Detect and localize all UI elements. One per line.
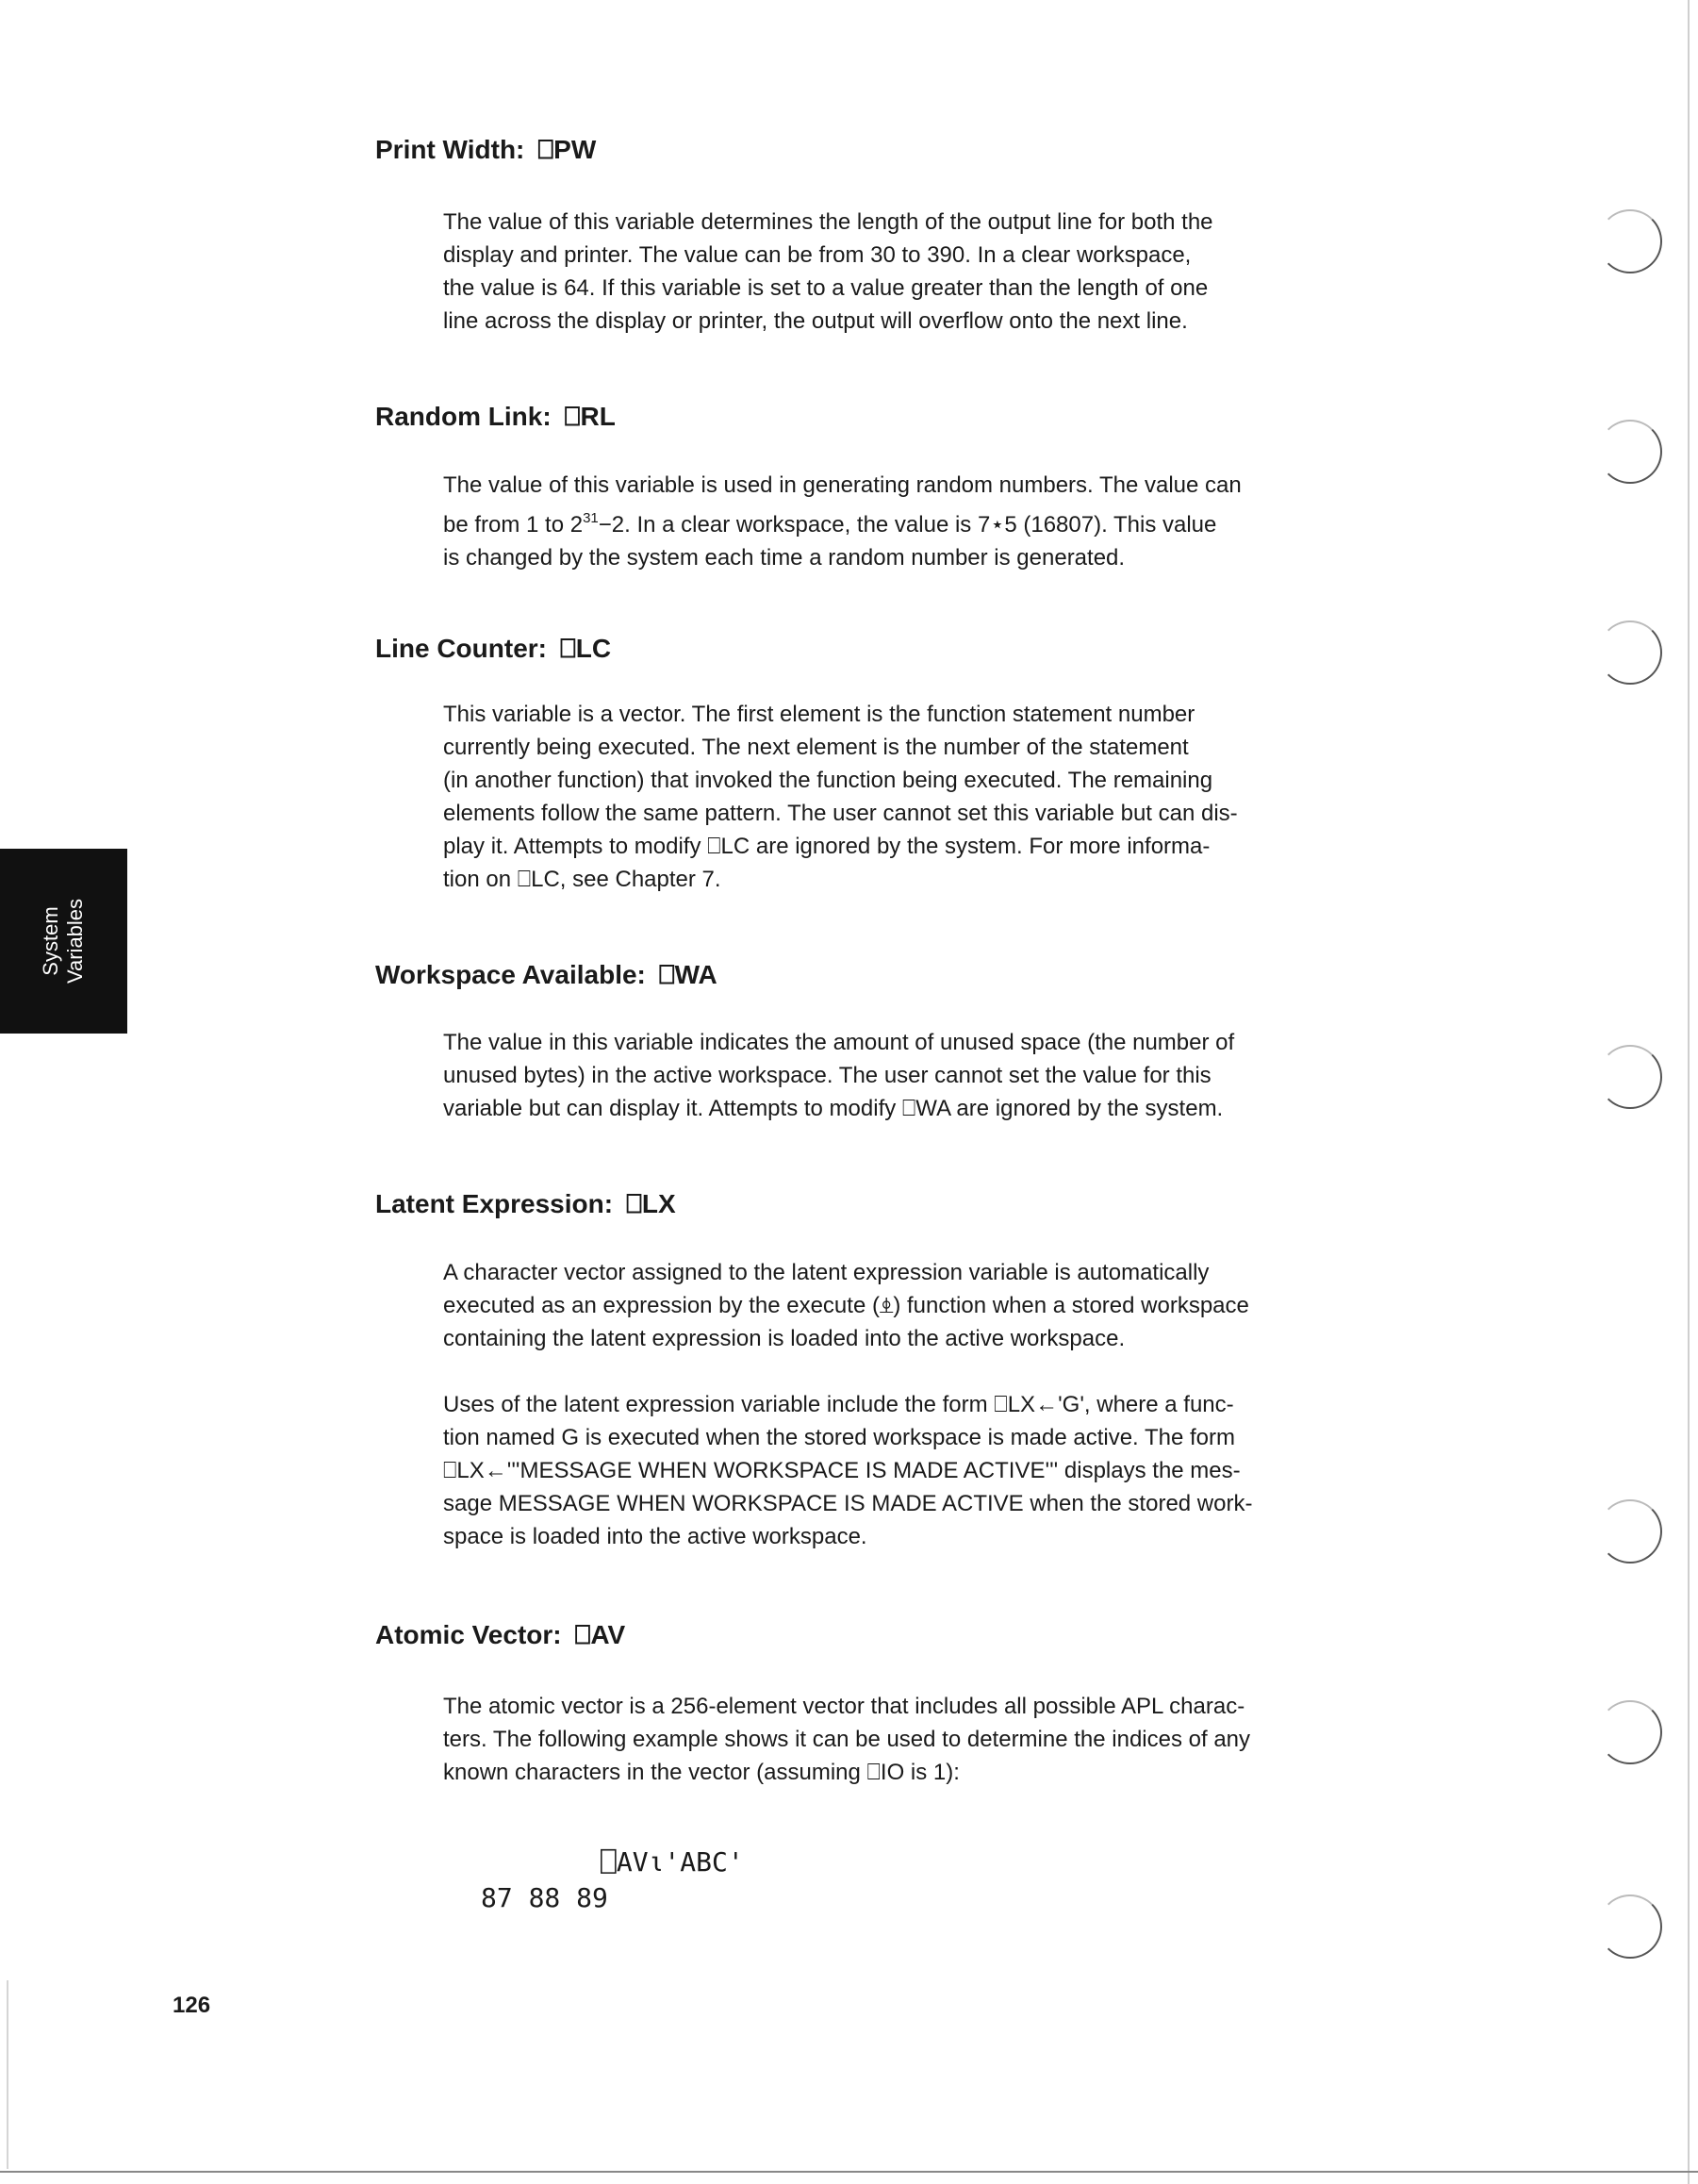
heading-line-counter-title: Line Counter: xyxy=(375,634,547,663)
text-line: containing the latent expression is loaded into the active workspace. xyxy=(443,1326,1126,1351)
heading-print-width-symbol: ⎕PW xyxy=(537,135,597,164)
text-line: known characters in the vector (assuming ⎕IO is 1): xyxy=(443,1760,960,1785)
heading-random-link xyxy=(375,402,616,433)
page-bottom-line xyxy=(0,2171,1698,2173)
text-line: Uses of the latent expression variable include the form ⎕LX←'G', where a func- xyxy=(443,1392,1234,1417)
apl-example-output: 87 88 89 xyxy=(481,1882,608,1913)
paragraph-latent-expression-1 xyxy=(443,1256,1377,1355)
text-line: This variable is a vector. The first element is the function statement number xyxy=(443,702,1195,727)
apl-example-input: ⎕AV⍳'ABC' xyxy=(601,1846,744,1878)
text-line: currently being executed. The next element is the number of the statement xyxy=(443,735,1189,760)
page-number: 126 xyxy=(173,1993,211,2018)
text-line: ters. The following example shows it can be used to determine the indices of any xyxy=(443,1727,1251,1752)
heading-atomic-vector-symbol: ⎕AV xyxy=(574,1620,626,1649)
text-line: A character vector assigned to the latent expression variable is automatically xyxy=(443,1260,1210,1285)
text-line: unused bytes) in the active workspace. The user cannot set the value for this xyxy=(443,1063,1212,1088)
text-line-with-exponent xyxy=(443,502,1377,541)
binder-hole-icon xyxy=(1598,1700,1662,1764)
text-line: The atomic vector is a 256-element vector that includes all possible APL charac- xyxy=(443,1694,1245,1719)
heading-atomic-vector xyxy=(375,1620,625,1651)
text-line: ⎕LX←'''MESSAGE WHEN WORKSPACE IS MADE ACTIVE''' displays the mes- xyxy=(443,1458,1241,1483)
heading-workspace-available-symbol: ⎕WA xyxy=(658,960,717,989)
paragraph-latent-expression-2 xyxy=(443,1388,1377,1553)
paragraph-workspace-available xyxy=(443,1026,1377,1125)
text-line: the value is 64. If this variable is set to a value greater than the length of one xyxy=(443,275,1209,301)
heading-random-link-title: Random Link: xyxy=(375,402,552,431)
binder-hole-icon xyxy=(1598,420,1662,484)
text-line: (in another function) that invoked the function being executed. The remaining xyxy=(443,768,1213,793)
text-line: The value of this variable is used in generating random numbers. The value can xyxy=(443,472,1242,498)
text-line: variable but can display it. Attempts to modify ⎕WA are ignored by the system. xyxy=(443,1096,1224,1121)
text-line: space is loaded into the active workspace. xyxy=(443,1524,867,1549)
heading-line-counter-symbol: ⎕LC xyxy=(560,634,612,663)
text-line: is changed by the system each time a random number is generated. xyxy=(443,545,1126,571)
text-line: The value of this variable determines the length of the output line for both the xyxy=(443,209,1213,235)
heading-workspace-available xyxy=(375,960,717,991)
side-tab-line: Variables xyxy=(63,898,87,984)
heading-latent-expression-title: Latent Expression: xyxy=(375,1189,614,1218)
binder-hole-icon xyxy=(1598,620,1662,685)
heading-random-link-symbol: ⎕RL xyxy=(564,402,616,431)
binder-hole-icon xyxy=(1598,1894,1662,1959)
text-fragment: −2. In a clear workspace, the value is 7⋆5 (16807). This value xyxy=(598,512,1217,538)
heading-latent-expression xyxy=(375,1189,676,1220)
chapter-side-tab-label xyxy=(39,899,88,984)
text-line: sage MESSAGE WHEN WORKSPACE IS MADE ACTIVE when the stored work- xyxy=(443,1491,1253,1516)
text-line: tion named G is executed when the stored workspace is made active. The form xyxy=(443,1425,1235,1450)
chapter-side-tab xyxy=(0,849,127,1034)
paragraph-atomic-vector xyxy=(443,1690,1377,1789)
binder-hole-icon xyxy=(1598,1045,1662,1109)
text-line: tion on ⎕LC, see Chapter 7. xyxy=(443,867,721,892)
text-line: play it. Attempts to modify ⎕LC are ignored by the system. For more informa- xyxy=(443,834,1211,859)
exponent: 31 xyxy=(583,510,599,526)
side-tab-line: System xyxy=(39,906,62,976)
text-fragment: be from 1 to 2 xyxy=(443,512,584,538)
binder-hole-icon xyxy=(1598,1499,1662,1564)
heading-print-width xyxy=(375,135,596,166)
page-edge-line xyxy=(1688,0,1690,2184)
paragraph-print-width xyxy=(443,206,1377,338)
heading-latent-expression-symbol: ⎕LX xyxy=(626,1189,676,1218)
text-line: display and printer. The value can be from 30 to 390. In a clear workspace, xyxy=(443,242,1192,268)
heading-print-width-title: Print Width: xyxy=(375,135,525,164)
heading-atomic-vector-title: Atomic Vector: xyxy=(375,1620,562,1649)
text-line: executed as an expression by the execute (⍎) function when a stored workspace xyxy=(443,1293,1249,1318)
heading-workspace-available-title: Workspace Available: xyxy=(375,960,646,989)
text-line: The value in this variable indicates the amount of unused space (the number of xyxy=(443,1030,1235,1055)
text-line: elements follow the same pattern. The user cannot set this variable but can dis- xyxy=(443,801,1238,826)
heading-line-counter xyxy=(375,634,611,665)
paragraph-random-link xyxy=(443,469,1377,574)
margin-line xyxy=(7,1980,8,2169)
binder-hole-icon xyxy=(1598,209,1662,273)
paragraph-line-counter xyxy=(443,698,1377,896)
text-line: line across the display or printer, the output will overflow onto the next line. xyxy=(443,308,1188,334)
